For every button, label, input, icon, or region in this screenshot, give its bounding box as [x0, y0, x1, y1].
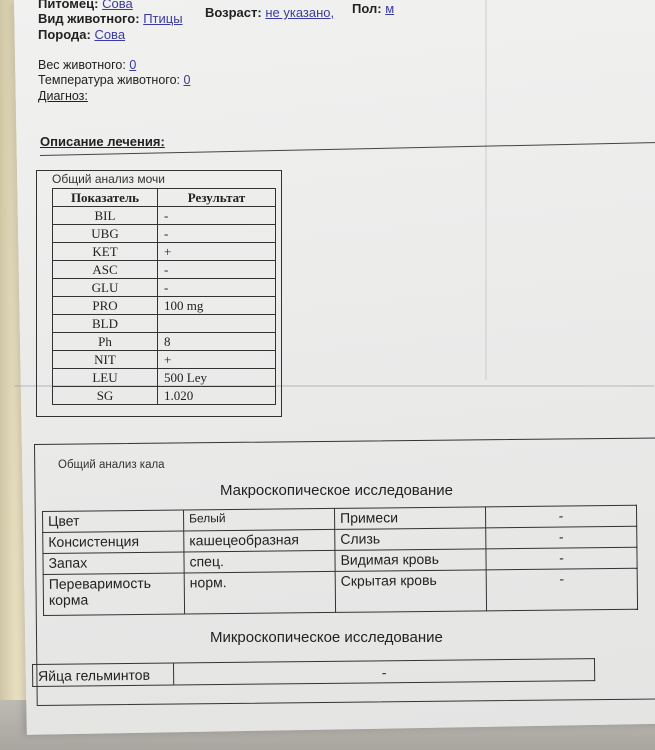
table-row — [43, 568, 637, 615]
column-header-result: Результат — [158, 189, 276, 207]
indicator-cell: LEU — [53, 369, 158, 387]
value-cell: - — [486, 526, 637, 549]
breed-value[interactable]: Сова — [94, 27, 126, 42]
macroscopic-table — [42, 505, 638, 616]
temperature-label: Температура животного: — [38, 73, 180, 87]
property-cell: Примеси — [334, 507, 485, 530]
value-cell: - — [486, 568, 637, 611]
table-row — [53, 225, 276, 243]
pet-row — [38, 0, 133, 11]
property-cell: Консистенция — [43, 531, 184, 553]
table-row — [53, 279, 276, 297]
table-row — [53, 207, 276, 225]
temperature-row — [38, 73, 190, 87]
indicator-cell: KET — [53, 243, 158, 261]
result-cell: - — [158, 225, 276, 243]
weight-label: Вес животного: — [38, 58, 126, 72]
result-cell: - — [158, 207, 276, 225]
property-cell: Переваримость корма — [43, 573, 184, 615]
column-header-indicator: Показатель — [53, 189, 158, 207]
value-cell: - — [485, 505, 636, 528]
treatment-title: Описание лечения: — [40, 134, 165, 149]
helminth-eggs-value: - — [173, 659, 594, 685]
indicator-cell: UBG — [53, 225, 158, 243]
microscopic-title: Микроскопическое исследование — [210, 629, 443, 646]
table-row — [53, 315, 276, 333]
property-cell: Слизь — [335, 528, 486, 551]
diagnosis-label: Диагноз: — [38, 89, 88, 103]
age-row — [205, 5, 334, 20]
value-cell: - — [486, 547, 637, 570]
result-cell: 1.020 — [158, 387, 276, 405]
result-cell: 8 — [158, 333, 276, 351]
result-cell: + — [158, 351, 276, 369]
species-label: Вид животного: — [38, 11, 140, 26]
weight-value[interactable]: 0 — [129, 58, 137, 72]
result-cell: 100 mg — [158, 297, 276, 315]
indicator-cell: BIL — [53, 207, 158, 225]
result-cell: 500 Ley — [158, 369, 276, 387]
result-cell: - — [158, 261, 276, 279]
sex-label: Пол: — [352, 1, 382, 16]
table-row — [53, 369, 276, 387]
breed-row — [38, 27, 125, 42]
result-cell: - — [158, 279, 276, 297]
table-row — [53, 333, 276, 351]
property-cell: Цвет — [43, 510, 184, 532]
feces-analysis-caption: Общий анализ кала — [58, 459, 165, 471]
sex-value[interactable]: м — [385, 1, 395, 16]
urine-analysis-caption: Общий анализ мочи — [52, 172, 165, 186]
value-cell: Белый — [183, 508, 334, 531]
indicator-cell: PRO — [53, 297, 158, 315]
indicator-cell: SG — [53, 387, 158, 405]
macroscopic-title: Макроскопическое исследование — [220, 482, 453, 499]
pet-label: Питомец: — [38, 0, 99, 11]
pet-value[interactable]: Сова — [102, 0, 133, 11]
urine-analysis-table — [52, 188, 276, 405]
indicator-cell: Ph — [53, 333, 158, 351]
property-cell: Запах — [43, 552, 184, 574]
species-value[interactable]: Птицы — [143, 11, 183, 26]
age-label: Возраст: — [205, 5, 262, 20]
value-cell: норм. — [184, 571, 335, 614]
breed-label: Порода: — [38, 27, 91, 42]
indicator-cell: GLU — [53, 279, 158, 297]
indicator-cell: NIT — [53, 351, 158, 369]
property-cell: Скрытая кровь — [335, 570, 486, 613]
property-cell: Видимая кровь — [335, 549, 486, 572]
table-row — [53, 351, 276, 369]
value-cell: спец. — [184, 550, 335, 573]
table-row — [53, 243, 276, 261]
age-value[interactable]: не указано, — [265, 5, 335, 20]
diagnosis-row — [38, 89, 88, 103]
table-row — [53, 261, 276, 279]
result-cell: + — [158, 243, 276, 261]
table-row — [53, 387, 276, 405]
temperature-value[interactable]: 0 — [183, 73, 191, 87]
sex-row — [352, 1, 394, 16]
table-row — [53, 297, 276, 315]
helminth-eggs-label: Яйца гельминтов — [33, 663, 174, 686]
indicator-cell: BLD — [53, 315, 158, 333]
paper-fold-vertical — [485, 0, 487, 380]
value-cell: кашецеобразная — [184, 529, 335, 552]
table-header-row — [53, 189, 276, 207]
indicator-cell: ASC — [53, 261, 158, 279]
result-cell — [158, 315, 276, 333]
species-row — [38, 11, 183, 26]
weight-row — [38, 58, 136, 72]
